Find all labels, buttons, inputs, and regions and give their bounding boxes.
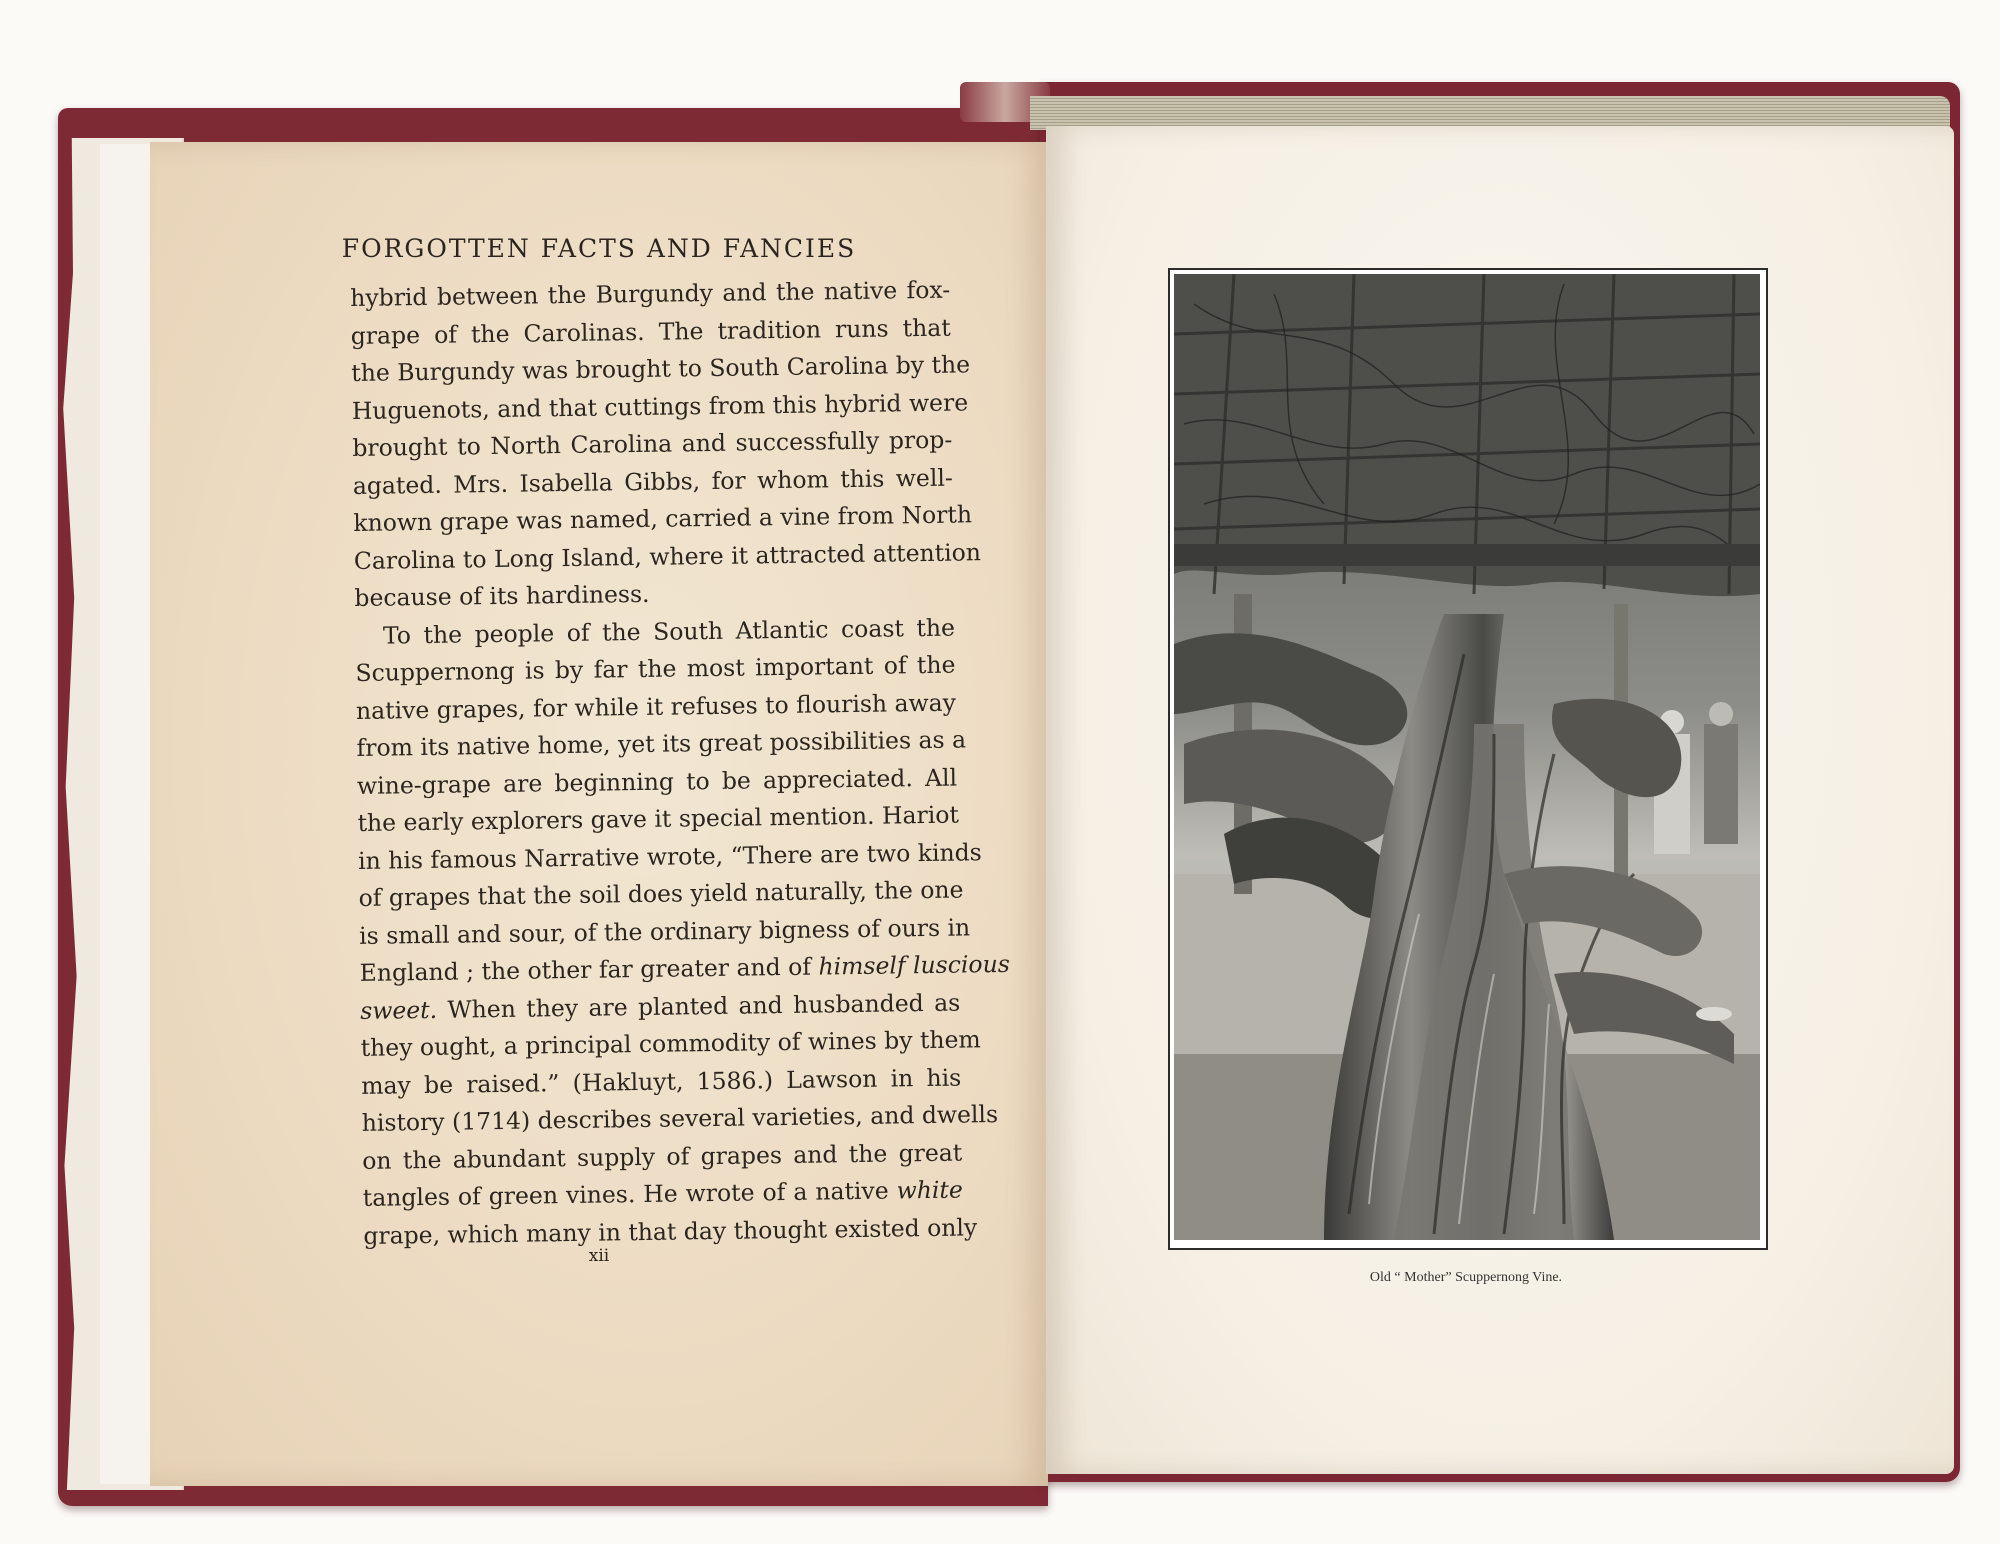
text-segment: England ; the other far greater and of bbox=[359, 952, 812, 987]
text-line: from its native home, yet its great possibilities as a bbox=[356, 725, 967, 762]
italic-phrase: sweet. bbox=[360, 995, 438, 1025]
vine-photograph bbox=[1174, 274, 1760, 1240]
text-line: grape of the Carolinas. The tradition runs that bbox=[350, 313, 951, 350]
text-line: native grapes, for while it refuses to flourish away bbox=[355, 688, 957, 725]
text-segment: When they are planted and husbanded as bbox=[436, 988, 961, 1024]
text-line: of grapes that the soil does yield naturally, the one bbox=[358, 875, 964, 912]
text-line: known grape was named, carried a vine from North bbox=[353, 500, 973, 537]
text-line: they ought, a principal commodity of wines by them bbox=[360, 1025, 981, 1062]
body-text bbox=[350, 272, 1010, 1255]
left-page bbox=[150, 142, 1048, 1486]
text-line: agated. Mrs. Isabella Gibbs, for whom this well- bbox=[352, 463, 954, 500]
text-line: To the people of the South Atlantic coast the bbox=[382, 613, 956, 650]
running-head: FORGOTTEN FACTS AND FANCIES bbox=[341, 234, 857, 263]
text-line: Carolina to Long Island, where it attracted attention bbox=[353, 537, 982, 575]
text-line: the early explorers gave it special mention. Hariot bbox=[357, 800, 960, 837]
text-line: history (1714) describes several varieties, and dwells bbox=[361, 1100, 999, 1137]
text-line: Huguenots, and that cuttings from this hybrid were bbox=[351, 387, 969, 425]
text-line: the Burgundy was brought to South Carolina by the bbox=[351, 350, 971, 387]
text-line: brought to North Carolina and successfully prop- bbox=[352, 425, 953, 462]
text-line: grape, which many in that day thought existed only bbox=[363, 1212, 978, 1250]
page-edges bbox=[1030, 96, 1950, 130]
text-line: hybrid between the Burgundy and the native fox- bbox=[350, 275, 951, 312]
text-line: wine-grape are beginning to be appreciated. All bbox=[356, 763, 958, 800]
text-line: on the abundant supply of grapes and the great bbox=[362, 1138, 963, 1175]
text-segment: tangles of green vines. He wrote of a native bbox=[362, 1176, 889, 1212]
text-line: because of its hardiness. bbox=[354, 579, 650, 612]
text-line: in his famous Narrative wrote, “There are two kinds bbox=[357, 837, 982, 875]
plate-caption: Old “ Mother” Scuppernong Vine. bbox=[1369, 1270, 1563, 1285]
text-line: Scuppernong is by far the most important of the bbox=[355, 650, 956, 687]
page-number: xii bbox=[588, 1246, 610, 1266]
text-line: may be raised.” (Hakluyt, 1586.) Lawson in his bbox=[361, 1063, 962, 1100]
italic-phrase: himself luscious bbox=[818, 949, 1010, 981]
text-line: is small and sour, of the ordinary bigness of ours in bbox=[358, 912, 971, 950]
italic-phrase: white bbox=[896, 1175, 963, 1205]
